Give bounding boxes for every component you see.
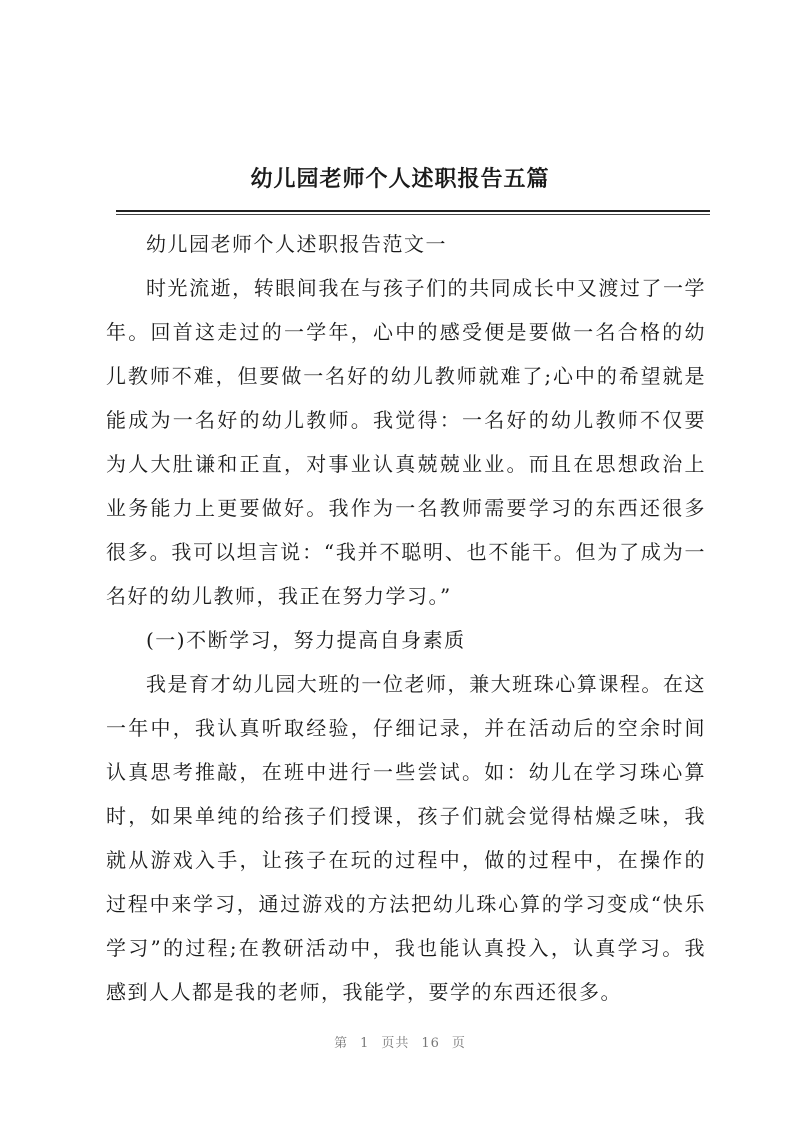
- document-title: 幼儿园老师个人述职报告五篇: [250, 166, 550, 192]
- page-footer: [0, 1032, 800, 1051]
- subsection-heading: (一)不断学习，努力提高自身素质: [146, 628, 466, 652]
- footer-total-pages: 16: [421, 1036, 440, 1051]
- footer-label-page: 第: [334, 1036, 349, 1051]
- footer-label-pages: 页: [451, 1036, 466, 1051]
- title-divider-thin: [116, 214, 710, 215]
- section-heading: 幼儿园老师个人述职报告范文一: [146, 232, 447, 256]
- document-body: [106, 222, 706, 1014]
- footer-current-page: 1: [360, 1036, 370, 1051]
- paragraph: 我是育才幼儿园大班的一位老师，兼大班珠心算课程。在这一年中，我认真听取经验，仔细记录，并在活动后的空余时间认真思考推敲，在班中进行一些尝试。如：幼儿在学习珠心算时，如果单纯的给孩子们授课，孩子们就会觉得枯燥乏味，我就从游戏入手，让孩子在玩的过程中，做的过程中，在操作的过程中来学习，通过游戏的方法把幼儿珠心算的学习变成“快乐学习”的过程;在教研活动中，我也能认真投入，认真学习。我感到人人都是我的老师，我能学，要学的东西还很多。: [106, 672, 706, 1004]
- title-divider: [116, 210, 710, 212]
- footer-label-of: 页共: [381, 1036, 410, 1051]
- paragraph: 时光流逝，转眼间我在与孩子们的共同成长中又渡过了一学年。回首这走过的一学年，心中的感受便是要做一名合格的幼儿教师不难，但要做一名好的幼儿教师就难了;心中的希望就是能成为一名好的幼儿教师。我觉得：一名好的幼儿教师不仅要为人大肚谦和正直，对事业认真兢兢业业。而且在思想政治上业务能力上更要做好。我作为一名教师需要学习的东西还很多很多。我可以坦言说：“我并不聪明、也不能干。但为了成为一名好的幼儿教师，我正在努力学习。”: [106, 276, 706, 608]
